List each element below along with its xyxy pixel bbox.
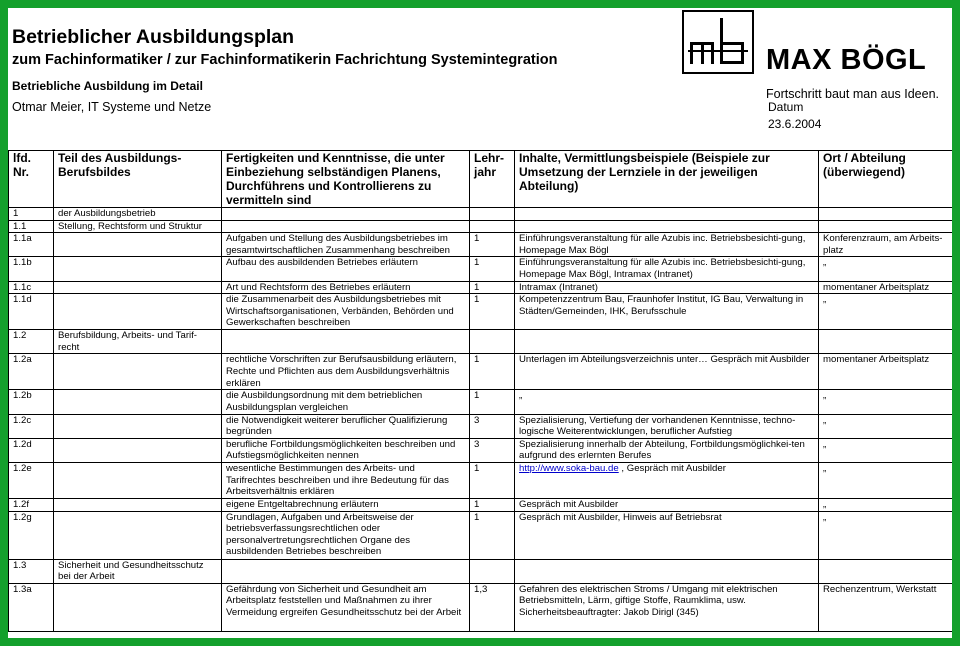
cell-teil (54, 511, 222, 559)
cell-lehrjahr (470, 220, 515, 233)
cell-inhalte: Gefahren des elektrischen Stroms / Umgang mit elektrischen Betriebsmitteln, Lärm, giftige Stoffe, Raumklima, usw. Sicherheitsbeauftragter: Jakob Dirigl (345) (515, 583, 819, 631)
column-header-nr: lfd. Nr. (9, 151, 54, 208)
cell-lehrjahr: 1 (470, 257, 515, 281)
cell-ort: Rechenzentrum, Werkstatt (819, 583, 953, 631)
logo-mark-icon (682, 10, 754, 74)
cell-inhalte: Gespräch mit Ausbilder (515, 498, 819, 511)
cell-inhalte (515, 462, 819, 498)
cell-ort (819, 330, 953, 354)
cell-inhalte: „ (515, 390, 819, 414)
cell-ort: Konferenzraum, am Arbeits-platz (819, 233, 953, 257)
cell-ort (819, 559, 953, 583)
cell-inhalte (515, 208, 819, 221)
cell-lehrjahr: 3 (470, 438, 515, 462)
training-plan-table (8, 150, 952, 632)
cell-lehrjahr: 1 (470, 462, 515, 498)
cell-inhalte: Einführungsveranstaltung für alle Azubis inc. Betriebsbesichti-gung, Homepage Max Bögl, Intramax (Intranet) (515, 257, 819, 281)
cell-ort: „ (819, 257, 953, 281)
author-line: Otmar Meier, IT Systeme und Netze (12, 100, 212, 114)
cell-fertigkeiten: die Zusammenarbeit des Ausbildungsbetriebes mit Wirtschaftsorganisationen, Verbänden, Behörden und Gewerkschaften beschreiben (222, 294, 470, 330)
cell-fertigkeiten (222, 330, 470, 354)
cell-fertigkeiten (222, 208, 470, 221)
cell-inhalte (515, 559, 819, 583)
cell-nr: 1.2f (9, 498, 54, 511)
table-row (9, 498, 953, 511)
document-page (8, 8, 952, 638)
cell-nr: 1.3a (9, 583, 54, 631)
cell-teil: der Ausbildungsbetrieb (54, 208, 222, 221)
cell-fertigkeiten: wesentliche Bestimmungen des Arbeits- und Tarifrechtes beschreiben und ihre Bedeutung für das Arbeitsverhältnis erklären (222, 462, 470, 498)
cell-inhalte (515, 220, 819, 233)
cell-nr: 1.2e (9, 462, 54, 498)
table-row (9, 583, 953, 631)
cell-inhalte: Unterlagen im Abteilungsverzeichnis unter… Gespräch mit Ausbilder (515, 354, 819, 390)
cell-nr: 1.1d (9, 294, 54, 330)
cell-teil (54, 583, 222, 631)
cell-teil (54, 354, 222, 390)
cell-inhalte: Gespräch mit Ausbilder, Hinweis auf Betriebsrat (515, 511, 819, 559)
cell-nr: 1.1b (9, 257, 54, 281)
cell-nr: 1.1c (9, 281, 54, 294)
table-row (9, 390, 953, 414)
cell-nr: 1.2c (9, 414, 54, 438)
column-header-fertigkeiten: Fertigkeiten und Kenntnisse, die unter Einbeziehung selbständigen Planens, Durchführens und Kontrollierens zu vermitteln sind (222, 151, 470, 208)
cell-nr: 1.1 (9, 220, 54, 233)
cell-fertigkeiten: Grundlagen, Aufgaben und Arbeitsweise der betriebsverfassungsrechtlichen oder personalvertretungsrechtlichen Organe des ausbildenden Betriebes beschreiben (222, 511, 470, 559)
cell-lehrjahr (470, 559, 515, 583)
cell-nr: 1.2b (9, 390, 54, 414)
company-logo (682, 10, 952, 102)
cell-teil (54, 233, 222, 257)
cell-ort: „ (819, 390, 953, 414)
cell-fertigkeiten: die Notwendigkeit weiterer beruflicher Qualifizierung begründen (222, 414, 470, 438)
cell-fertigkeiten (222, 559, 470, 583)
table-row (9, 414, 953, 438)
cell-ort (819, 220, 953, 233)
soka-bau-link[interactable]: http://www.soka-bau.de (519, 462, 619, 474)
cell-teil (54, 414, 222, 438)
cell-nr: 1.2 (9, 330, 54, 354)
page-subtitle: zum Fachinformatiker / zur Fachinformatikerin Fachrichtung Systemintegration (12, 52, 558, 68)
cell-teil (54, 462, 222, 498)
cell-fertigkeiten: Art und Rechtsform des Betriebes erläutern (222, 281, 470, 294)
cell-lehrjahr: 1,3 (470, 583, 515, 631)
column-header-teil: Teil des Ausbildungs-Berufsbildes (54, 151, 222, 208)
cell-nr: 1.3 (9, 559, 54, 583)
cell-teil (54, 390, 222, 414)
column-header-ort: Ort / Abteilung (überwiegend) (819, 151, 953, 208)
cell-teil (54, 294, 222, 330)
column-header-inhalte: Inhalte, Vermittlungsbeispiele (Beispiele zur Umsetzung der Lernziele in der jeweiligen Abteilung) (515, 151, 819, 208)
cell-lehrjahr: 1 (470, 354, 515, 390)
cell-lehrjahr (470, 208, 515, 221)
cell-teil: Stellung, Rechtsform und Struktur (54, 220, 222, 233)
logo-tagline: Fortschritt baut man aus Ideen. (766, 87, 940, 101)
date-label: Datum (768, 100, 804, 114)
cell-teil (54, 438, 222, 462)
cell-inhalte: Spezialisierung innerhalb der Abteilung, Fortbildungsmöglichkei-ten aufgrund des erlernten Berufes (515, 438, 819, 462)
table-row (9, 257, 953, 281)
logo-wordmark: MAX BÖGL (766, 44, 927, 76)
cell-ort: „ (819, 438, 953, 462)
cell-fertigkeiten: die Ausbildungsordnung mit dem betrieblichen Ausbildungsplan vergleichen (222, 390, 470, 414)
cell-nr: 1.2g (9, 511, 54, 559)
table-row (9, 462, 953, 498)
cell-nr: 1.2a (9, 354, 54, 390)
cell-ort: „ (819, 414, 953, 438)
table-row (9, 330, 953, 354)
cell-teil (54, 281, 222, 294)
cell-fertigkeiten: Aufbau des ausbildenden Betriebes erläutern (222, 257, 470, 281)
cell-teil (54, 257, 222, 281)
cell-inhalte-text: , Gespräch mit Ausbilder (618, 462, 726, 474)
cell-ort: momentaner Arbeitsplatz (819, 281, 953, 294)
cell-nr: 1 (9, 208, 54, 221)
cell-ort: „ (819, 294, 953, 330)
table-row (9, 354, 953, 390)
cell-lehrjahr: 1 (470, 511, 515, 559)
table-row (9, 294, 953, 330)
cell-ort: momentaner Arbeitsplatz (819, 354, 953, 390)
cell-ort: „ (819, 462, 953, 498)
table-row (9, 281, 953, 294)
cell-fertigkeiten: Gefährdung von Sicherheit und Gesundheit am Arbeitsplatz feststellen und Maßnahmen zu ihrer Vermeidung ergreifen Gesundheitsschutz bei der Arbeit (222, 583, 470, 631)
date-value: 23.6.2004 (768, 117, 822, 131)
cell-nr: 1.2d (9, 438, 54, 462)
cell-ort: „ (819, 498, 953, 511)
column-header-lehrjahr: Lehr-jahr (470, 151, 515, 208)
table-row (9, 511, 953, 559)
cell-lehrjahr: 1 (470, 281, 515, 294)
table-row (9, 438, 953, 462)
cell-fertigkeiten: Aufgaben und Stellung des Ausbildungsbetriebes im gesamtwirtschaftlichen Zusammenhang beschreiben (222, 233, 470, 257)
table-row (9, 208, 953, 221)
cell-lehrjahr: 1 (470, 294, 515, 330)
cell-lehrjahr: 1 (470, 390, 515, 414)
cell-inhalte (515, 330, 819, 354)
page-title: Betrieblicher Ausbildungsplan (12, 26, 295, 48)
cell-lehrjahr: 1 (470, 233, 515, 257)
cell-lehrjahr: 1 (470, 498, 515, 511)
cell-fertigkeiten: berufliche Fortbildungsmöglichkeiten beschreiben und Aufstiegsmöglichkeiten nennen (222, 438, 470, 462)
cell-fertigkeiten: rechtliche Vorschriften zur Berufsausbildung erläutern, Rechte und Pflichten aus dem Ausbildungsverhältnis erklären (222, 354, 470, 390)
cell-inhalte: Intramax (Intranet) (515, 281, 819, 294)
cell-teil: Sicherheit und Gesundheitsschutz bei der Arbeit (54, 559, 222, 583)
table-header-row (9, 151, 953, 208)
cell-inhalte: Spezialisierung, Vertiefung der vorhandenen Kenntnisse, techno-logische Weiterentwicklungen, beruflicher Aufstieg (515, 414, 819, 438)
cell-nr: 1.1a (9, 233, 54, 257)
cell-teil: Berufsbildung, Arbeits- und Tarif-recht (54, 330, 222, 354)
table-row (9, 233, 953, 257)
cell-lehrjahr: 3 (470, 414, 515, 438)
cell-inhalte: Einführungsveranstaltung für alle Azubis inc. Betriebsbesichti-gung, Homepage Max Bögl (515, 233, 819, 257)
section-heading: Betriebliche Ausbildung im Detail (12, 79, 203, 93)
cell-fertigkeiten: eigene Entgeltabrechnung erläutern (222, 498, 470, 511)
cell-teil (54, 498, 222, 511)
table-row (9, 559, 953, 583)
cell-ort (819, 208, 953, 221)
cell-lehrjahr (470, 330, 515, 354)
cell-ort: „ (819, 511, 953, 559)
cell-fertigkeiten (222, 220, 470, 233)
table-row (9, 220, 953, 233)
cell-inhalte: Kompetenzzentrum Bau, Fraunhofer Institut, IG Bau, Verwaltung in Städten/Gemeinden, IHK, Berufsschule (515, 294, 819, 330)
